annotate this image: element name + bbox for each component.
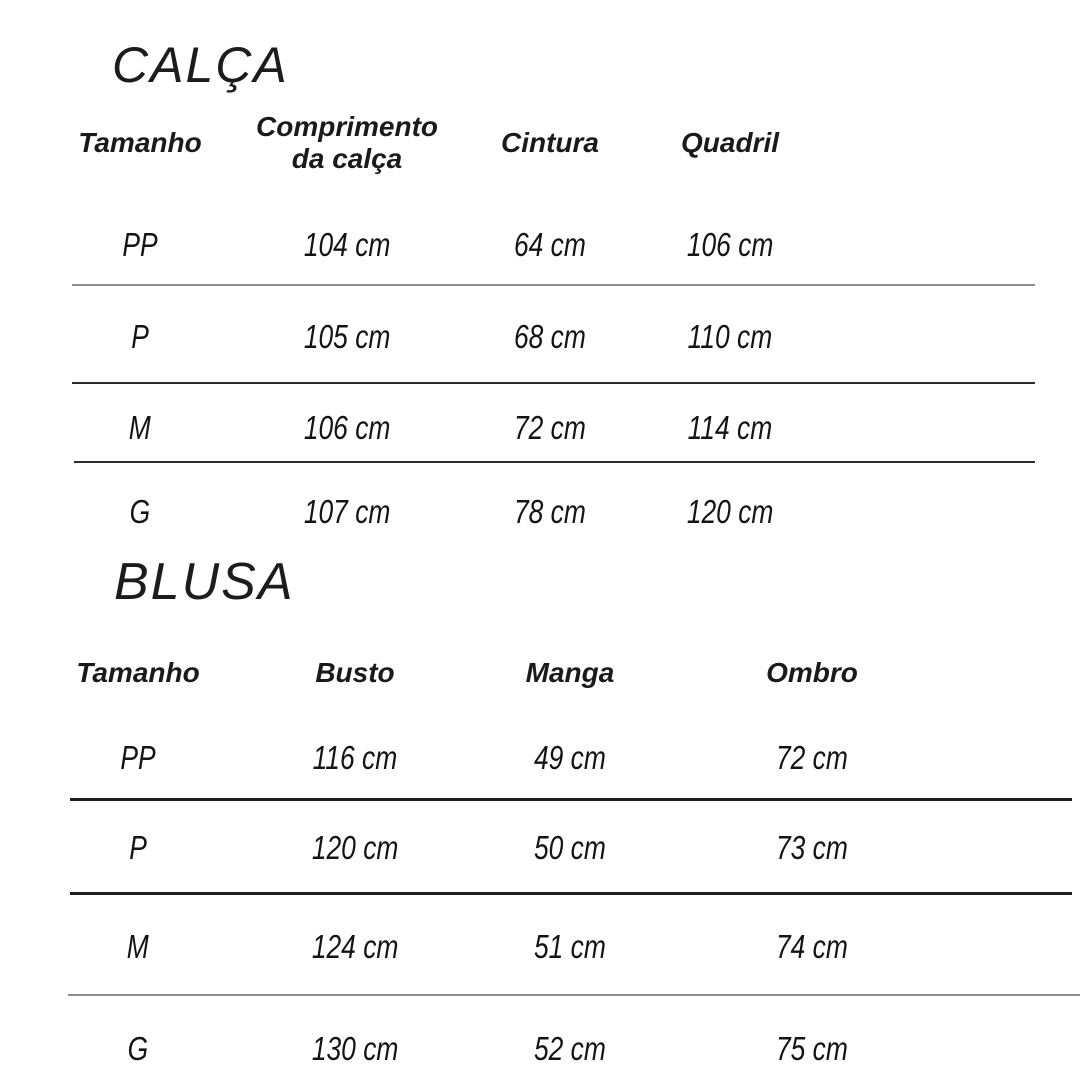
measurement-cell: 68 cm xyxy=(514,318,586,355)
row-divider xyxy=(70,892,1072,895)
calca-row-p xyxy=(60,317,1040,357)
blusa-table-title: BLUSA xyxy=(114,553,295,611)
measurement-cell: 50 cm xyxy=(534,829,606,866)
row-divider xyxy=(72,382,1035,384)
measurement-cell: 107 cm xyxy=(303,493,391,530)
measurement-cell: 51 cm xyxy=(534,928,606,965)
blusa-row-p xyxy=(60,828,1040,868)
measurement-cell: 130 cm xyxy=(311,1030,399,1067)
measurement-cell: 120 cm xyxy=(686,493,774,530)
measurement-cell: 104 cm xyxy=(303,226,391,263)
measurement-cell: 73 cm xyxy=(776,829,848,866)
size-cell: P xyxy=(129,829,147,866)
size-cell: G xyxy=(127,1030,149,1067)
size-cell: M xyxy=(127,928,149,965)
measurement-cell: 114 cm xyxy=(687,409,773,446)
row-divider xyxy=(68,994,1080,996)
measurement-cell: 124 cm xyxy=(311,928,399,965)
calca-header-cintura: Cintura xyxy=(501,126,599,158)
measurement-cell: 106 cm xyxy=(686,226,774,263)
calca-row-pp xyxy=(60,225,1040,265)
row-divider xyxy=(72,284,1035,286)
calca-header-quadril: Quadril xyxy=(680,126,779,158)
blusa-header-row xyxy=(60,653,1040,693)
measurement-cell: 49 cm xyxy=(534,739,606,776)
size-cell: M xyxy=(129,409,151,446)
measurement-cell: 75 cm xyxy=(776,1030,848,1067)
measurement-cell: 116 cm xyxy=(312,739,398,776)
measurement-cell: 120 cm xyxy=(311,829,399,866)
measurement-cell: 105 cm xyxy=(303,318,391,355)
size-cell: PP xyxy=(122,226,158,263)
calca-row-g xyxy=(60,492,1040,532)
size-cell: P xyxy=(131,318,149,355)
blusa-row-pp xyxy=(60,738,1040,778)
measurement-cell: 78 cm xyxy=(514,493,586,530)
blusa-header-busto: Busto xyxy=(315,656,395,688)
blusa-header-manga: Manga xyxy=(525,656,615,688)
row-divider xyxy=(70,798,1072,801)
measurement-cell: 72 cm xyxy=(776,739,848,776)
blusa-header-tamanho: Tamanho xyxy=(76,656,200,688)
measurement-cell: 74 cm xyxy=(776,928,848,965)
size-cell: G xyxy=(129,493,151,530)
blusa-row-m xyxy=(60,927,1040,967)
row-divider xyxy=(74,461,1035,463)
calca-row-m xyxy=(60,408,1040,448)
calca-table-title: CALÇA xyxy=(112,37,289,93)
size-cell: PP xyxy=(120,739,156,776)
measurement-cell: 52 cm xyxy=(534,1030,606,1067)
measurement-cell: 64 cm xyxy=(514,226,586,263)
measurement-cell: 110 cm xyxy=(687,318,773,355)
blusa-header-ombro: Ombro xyxy=(766,656,858,688)
calca-header-tamanho: Tamanho xyxy=(78,126,202,158)
measurement-cell: 72 cm xyxy=(514,409,586,446)
calca-header-row xyxy=(60,103,1040,183)
measurement-cell: 106 cm xyxy=(303,409,391,446)
blusa-row-g xyxy=(60,1029,1040,1069)
calca-header-comprimento: Comprimento da calça xyxy=(256,110,438,174)
